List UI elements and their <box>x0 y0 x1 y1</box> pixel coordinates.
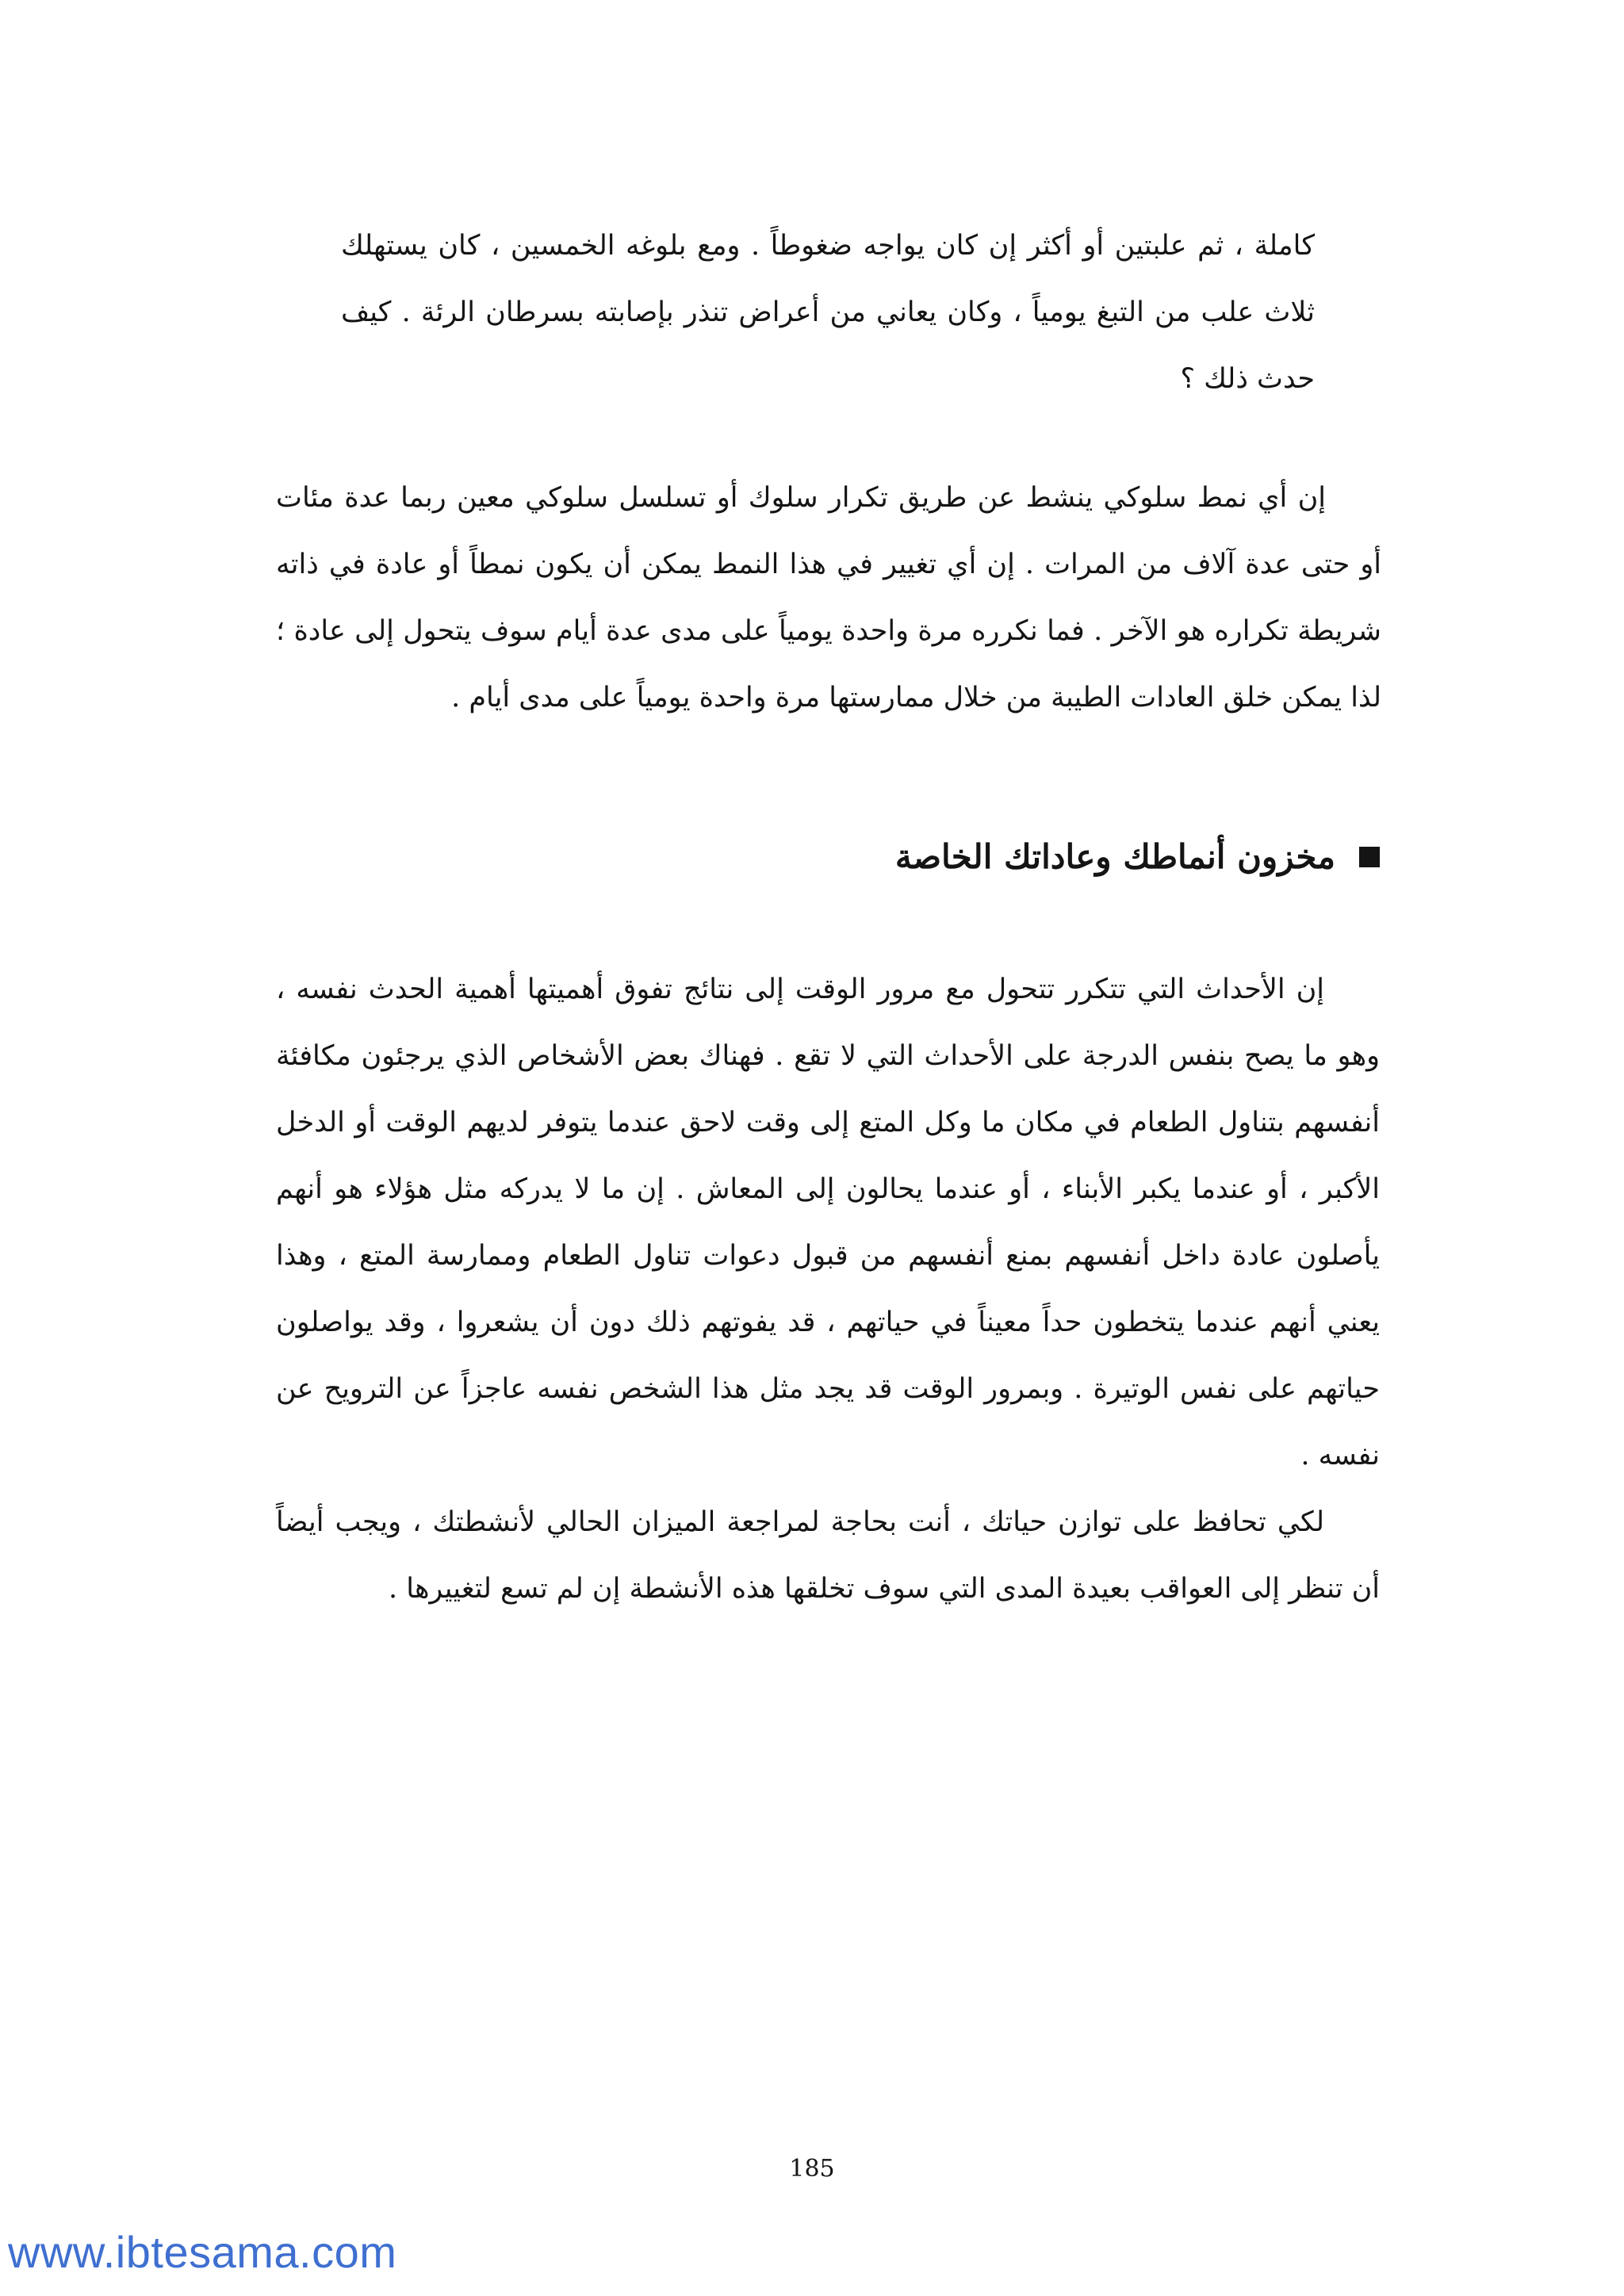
paragraph-intro: كاملة ، ثم علبتين أو أكثر إن كان يواجه ضغوطاً . ومع بلوغه الخمسين ، كان يستهلك ثلاث علب من التبغ يومياً ، وكان يعاني من أعراض تنذر بإصابته بسرطان الرئة . كيف حدث ذلك ؟ <box>341 230 1315 395</box>
square-bullet-icon <box>1359 847 1380 867</box>
paragraph-behavior-pattern: إن أي نمط سلوكي ينشط عن طريق تكرار سلوك أو تسلسل سلوكي معين ربما عدة مئات أو حتى عدة آلاف من المرات . إن أي تغيير في هذا النمط يمكن أن يكون نمطاً أو عادة في ذاته شريطة تكراره هو الآخر . فما نكرره مرة واحدة يومياً على مدى عدة أيام سوف يتحول إلى عادة ؛ لذا يمكن خلق العادات الطيبة من خلال ممارستها مرة واحدة يومياً على مدى أيام . <box>276 482 1381 714</box>
section-heading-text: مخزون أنماطك وعاداتك الخاصة <box>894 837 1335 876</box>
page-number: 185 <box>789 2155 835 2183</box>
section-heading <box>428 829 1380 885</box>
paragraph-repeated-events: إن الأحداث التي تتكرر تتحول مع مرور الوقت إلى نتائج تفوق أهميتها أهمية الحدث نفسه ، وهو ما يصح بنفس الدرجة على الأحداث التي لا تقع . فهناك بعض الأشخاص الذي يرجئون مكافئة أنفسهم بتناول الطعام في مكان ما وكل المتع إلى وقت لاحق عندما يتوفر لديهم الوقت أو الدخل الأكبر ، أو عندما يكبر الأبناء ، أو عندما يحالون إلى المعاش . إن ما لا يدركه مثل هؤلاء هو أنهم يأصلون عادة داخل أنفسهم بمنع أنفسهم من قبول دعوات تناول الطعام وممارسة المتع ، وهذا يعني أنهم عندما يتخطون حداً معيناً في حياتهم ، قد يفوتهم ذلك دون أن يشعروا ، وقد يواصلون حياتهم على نفس الوتيرة . وبمرور الوقت قد يجد مثل هذا الشخص نفسه عاجزاً عن الترويح عن نفسه . <box>276 974 1380 1471</box>
paragraph-life-balance: لكي تحافظ على توازن حياتك ، أنت بحاجة لمراجعة الميزان الحالي لأنشطتك ، ويجب أيضاً أن تنظر إلى العواقب بعيدة المدى التي سوف تخلقها هذه الأنشطة إن لم تسع لتغييرها . <box>276 1506 1380 1605</box>
watermark-url: www.ibtesama.com <box>8 2227 397 2277</box>
